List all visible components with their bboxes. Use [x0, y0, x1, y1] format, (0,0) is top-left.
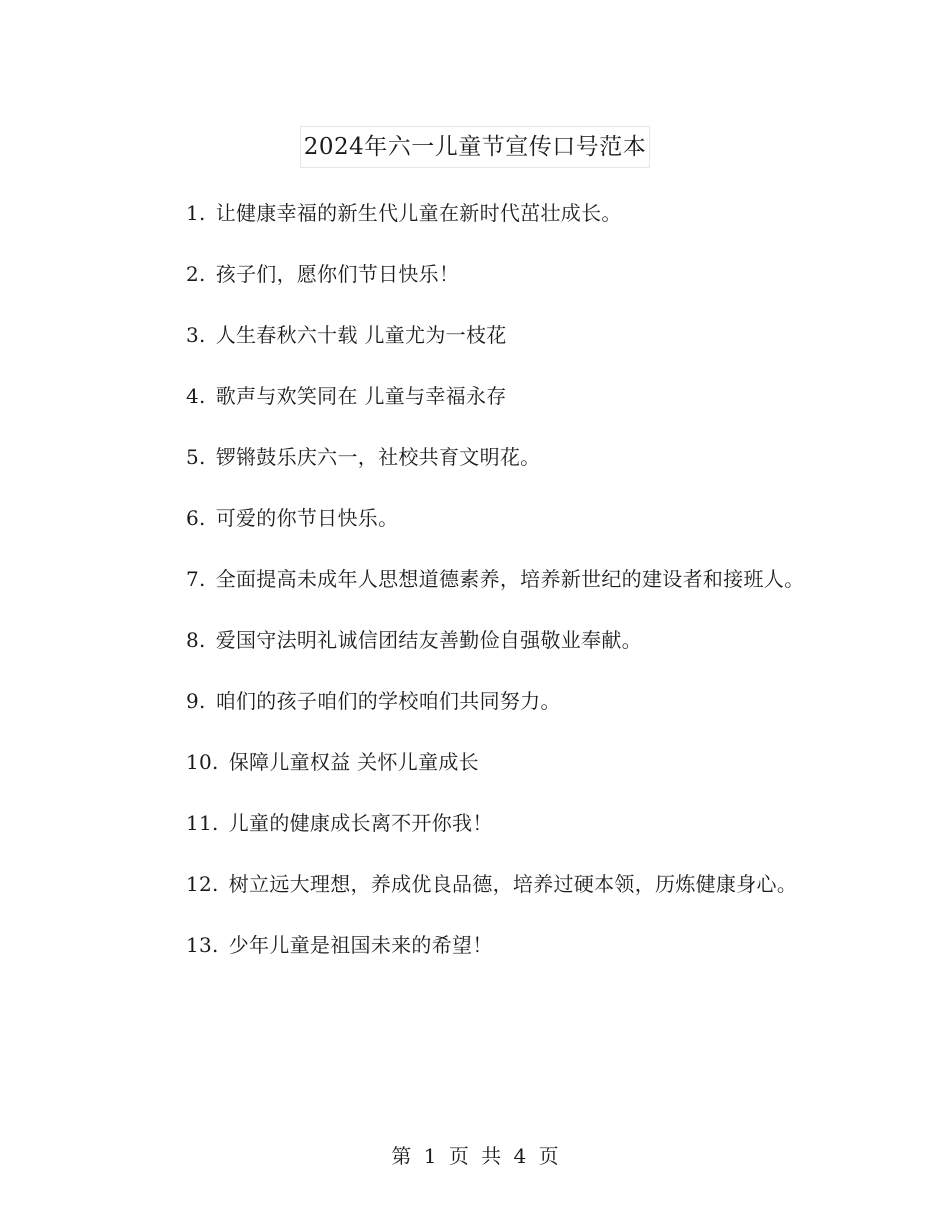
list-item	[140, 686, 812, 716]
document-title	[0, 126, 950, 168]
list-item	[140, 747, 812, 777]
slogan-number: 9.	[186, 689, 206, 713]
document-title-text: 2024年六一儿童节宣传口号范本	[300, 126, 651, 168]
slogan-number: 11.	[186, 811, 219, 835]
slogan-number: 7.	[186, 567, 206, 591]
list-item	[140, 869, 812, 899]
slogan-list	[140, 198, 812, 991]
slogan-number: 10.	[186, 750, 219, 774]
slogan-number: 1.	[186, 201, 206, 225]
slogan-number: 4.	[186, 384, 206, 408]
slogan-number: 8.	[186, 628, 206, 652]
slogan-text: 全面提高未成年人思想道德素养，培养新世纪的建设者和接班人。	[215, 567, 805, 591]
list-item	[140, 808, 812, 838]
slogan-text: 爱国守法明礼诚信团结友善勤俭自强敬业奉献。	[215, 628, 642, 652]
slogan-number: 12.	[186, 872, 219, 896]
list-item	[140, 503, 812, 533]
slogan-text: 歌声与欢笑同在 儿童与幸福永存	[215, 384, 507, 408]
slogan-text: 锣锵鼓乐庆六一，社校共育文明花。	[215, 445, 541, 469]
list-item	[140, 198, 812, 228]
list-item	[140, 442, 812, 472]
slogan-text: 树立远大理想，养成优良品德，培养过硬本领，历炼健康身心。	[228, 872, 798, 896]
slogan-text: 儿童的健康成长离不开你我！	[228, 811, 493, 835]
slogan-text: 咱们的孩子咱们的学校咱们共同努力。	[215, 689, 561, 713]
slogan-text: 人生春秋六十载 儿童尤为一枝花	[215, 323, 507, 347]
slogan-text: 让健康幸福的新生代儿童在新时代茁壮成长。	[215, 201, 622, 225]
slogan-number: 5.	[186, 445, 206, 469]
list-item	[140, 625, 812, 655]
page-number-footer: 第 1 页 共 4 页	[391, 1144, 559, 1168]
slogan-text: 孩子们，愿你们节日快乐！	[215, 262, 460, 286]
list-item	[140, 381, 812, 411]
slogan-text: 保障儿童权益 关怀儿童成长	[228, 750, 479, 774]
list-item	[140, 259, 812, 289]
list-item	[140, 930, 812, 960]
slogan-text: 可爱的你节日快乐。	[215, 506, 399, 530]
slogan-number: 2.	[186, 262, 206, 286]
slogan-text: 少年儿童是祖国未来的希望！	[228, 933, 493, 957]
slogan-number: 6.	[186, 506, 206, 530]
list-item	[140, 564, 812, 594]
slogan-number: 13.	[186, 933, 219, 957]
slogan-number: 3.	[186, 323, 206, 347]
list-item	[140, 320, 812, 350]
